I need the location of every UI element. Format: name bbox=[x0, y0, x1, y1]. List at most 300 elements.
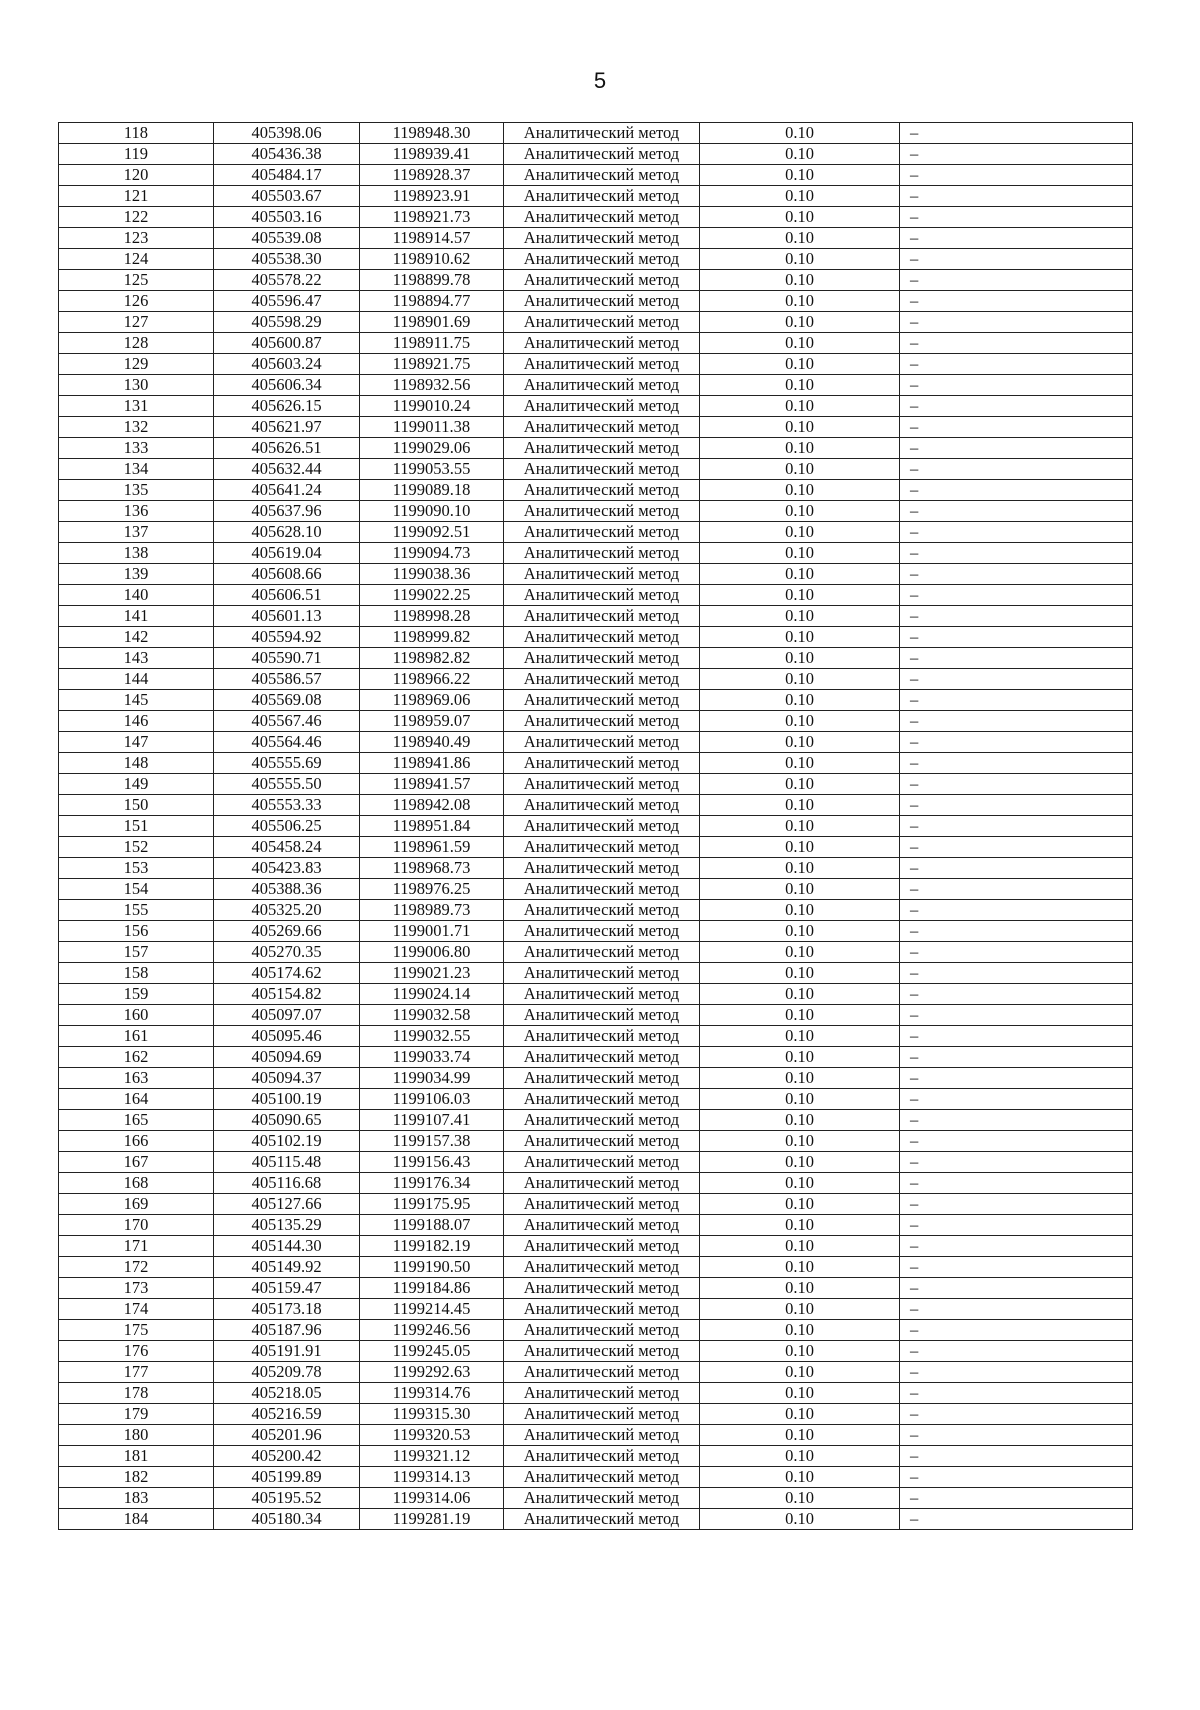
y-coordinate-cell: 1199024.14 bbox=[360, 984, 504, 1005]
accuracy-cell: 0.10 bbox=[700, 1173, 900, 1194]
x-coordinate-cell: 405555.50 bbox=[214, 774, 360, 795]
x-coordinate-cell: 405116.68 bbox=[214, 1173, 360, 1194]
point-number-cell: 151 bbox=[59, 816, 214, 837]
x-coordinate-cell: 405180.34 bbox=[214, 1509, 360, 1530]
accuracy-cell: 0.10 bbox=[700, 438, 900, 459]
table-row bbox=[59, 1383, 1133, 1404]
table-row bbox=[59, 228, 1133, 249]
accuracy-cell: 0.10 bbox=[700, 627, 900, 648]
note-cell: – bbox=[900, 396, 1133, 417]
table-row bbox=[59, 501, 1133, 522]
accuracy-cell: 0.10 bbox=[700, 606, 900, 627]
x-coordinate-cell: 405200.42 bbox=[214, 1446, 360, 1467]
accuracy-cell: 0.10 bbox=[700, 1320, 900, 1341]
table-row bbox=[59, 1005, 1133, 1026]
table-row bbox=[59, 438, 1133, 459]
method-cell: Аналитический метод bbox=[504, 963, 700, 984]
y-coordinate-cell: 1199245.05 bbox=[360, 1341, 504, 1362]
y-coordinate-cell: 1199021.23 bbox=[360, 963, 504, 984]
x-coordinate-cell: 405097.07 bbox=[214, 1005, 360, 1026]
point-number-cell: 164 bbox=[59, 1089, 214, 1110]
accuracy-cell: 0.10 bbox=[700, 585, 900, 606]
y-coordinate-cell: 1199034.99 bbox=[360, 1068, 504, 1089]
table-row bbox=[59, 1488, 1133, 1509]
x-coordinate-cell: 405325.20 bbox=[214, 900, 360, 921]
y-coordinate-cell: 1199011.38 bbox=[360, 417, 504, 438]
note-cell: – bbox=[900, 732, 1133, 753]
note-cell: – bbox=[900, 186, 1133, 207]
accuracy-cell: 0.10 bbox=[700, 795, 900, 816]
y-coordinate-cell: 1199106.03 bbox=[360, 1089, 504, 1110]
point-number-cell: 177 bbox=[59, 1362, 214, 1383]
note-cell: – bbox=[900, 1299, 1133, 1320]
point-number-cell: 163 bbox=[59, 1068, 214, 1089]
x-coordinate-cell: 405154.82 bbox=[214, 984, 360, 1005]
x-coordinate-cell: 405159.47 bbox=[214, 1278, 360, 1299]
note-cell: – bbox=[900, 1320, 1133, 1341]
y-coordinate-cell: 1198910.62 bbox=[360, 249, 504, 270]
page-number: 5 bbox=[593, 68, 607, 93]
accuracy-cell: 0.10 bbox=[700, 1467, 900, 1488]
note-cell: – bbox=[900, 1152, 1133, 1173]
method-cell: Аналитический метод bbox=[504, 165, 700, 186]
point-number-cell: 144 bbox=[59, 669, 214, 690]
point-number-cell: 172 bbox=[59, 1257, 214, 1278]
method-cell: Аналитический метод bbox=[504, 123, 700, 144]
table-row bbox=[59, 165, 1133, 186]
y-coordinate-cell: 1199090.10 bbox=[360, 501, 504, 522]
note-cell: – bbox=[900, 858, 1133, 879]
method-cell: Аналитический метод bbox=[504, 1341, 700, 1362]
method-cell: Аналитический метод bbox=[504, 1089, 700, 1110]
method-cell: Аналитический метод bbox=[504, 837, 700, 858]
x-coordinate-cell: 405135.29 bbox=[214, 1215, 360, 1236]
note-cell: – bbox=[900, 522, 1133, 543]
x-coordinate-cell: 405149.92 bbox=[214, 1257, 360, 1278]
y-coordinate-cell: 1199214.45 bbox=[360, 1299, 504, 1320]
point-number-cell: 132 bbox=[59, 417, 214, 438]
note-cell: – bbox=[900, 900, 1133, 921]
x-coordinate-cell: 405538.30 bbox=[214, 249, 360, 270]
note-cell: – bbox=[900, 648, 1133, 669]
point-number-cell: 130 bbox=[59, 375, 214, 396]
x-coordinate-cell: 405094.37 bbox=[214, 1068, 360, 1089]
accuracy-cell: 0.10 bbox=[700, 837, 900, 858]
x-coordinate-cell: 405388.36 bbox=[214, 879, 360, 900]
note-cell: – bbox=[900, 375, 1133, 396]
table-row bbox=[59, 606, 1133, 627]
point-number-cell: 157 bbox=[59, 942, 214, 963]
x-coordinate-cell: 405555.69 bbox=[214, 753, 360, 774]
x-coordinate-cell: 405586.57 bbox=[214, 669, 360, 690]
point-number-cell: 162 bbox=[59, 1047, 214, 1068]
table-body bbox=[59, 123, 1133, 1530]
x-coordinate-cell: 405127.66 bbox=[214, 1194, 360, 1215]
x-coordinate-cell: 405503.16 bbox=[214, 207, 360, 228]
point-number-cell: 128 bbox=[59, 333, 214, 354]
accuracy-cell: 0.10 bbox=[700, 900, 900, 921]
note-cell: – bbox=[900, 1005, 1133, 1026]
y-coordinate-cell: 1198989.73 bbox=[360, 900, 504, 921]
table-row bbox=[59, 942, 1133, 963]
y-coordinate-cell: 1199320.53 bbox=[360, 1425, 504, 1446]
accuracy-cell: 0.10 bbox=[700, 1215, 900, 1236]
table-row bbox=[59, 879, 1133, 900]
accuracy-cell: 0.10 bbox=[700, 1404, 900, 1425]
note-cell: – bbox=[900, 1509, 1133, 1530]
method-cell: Аналитический метод bbox=[504, 1446, 700, 1467]
accuracy-cell: 0.10 bbox=[700, 417, 900, 438]
y-coordinate-cell: 1199182.19 bbox=[360, 1236, 504, 1257]
accuracy-cell: 0.10 bbox=[700, 1047, 900, 1068]
note-cell: – bbox=[900, 123, 1133, 144]
point-number-cell: 174 bbox=[59, 1299, 214, 1320]
x-coordinate-cell: 405594.92 bbox=[214, 627, 360, 648]
note-cell: – bbox=[900, 606, 1133, 627]
table-row bbox=[59, 480, 1133, 501]
method-cell: Аналитический метод bbox=[504, 144, 700, 165]
table-row bbox=[59, 1341, 1133, 1362]
note-cell: – bbox=[900, 480, 1133, 501]
table-row bbox=[59, 774, 1133, 795]
table-row bbox=[59, 1362, 1133, 1383]
method-cell: Аналитический метод bbox=[504, 333, 700, 354]
y-coordinate-cell: 1199315.30 bbox=[360, 1404, 504, 1425]
accuracy-cell: 0.10 bbox=[700, 732, 900, 753]
point-number-cell: 153 bbox=[59, 858, 214, 879]
x-coordinate-cell: 405506.25 bbox=[214, 816, 360, 837]
point-number-cell: 168 bbox=[59, 1173, 214, 1194]
accuracy-cell: 0.10 bbox=[700, 1299, 900, 1320]
method-cell: Аналитический метод bbox=[504, 1236, 700, 1257]
table-row bbox=[59, 795, 1133, 816]
x-coordinate-cell: 405569.08 bbox=[214, 690, 360, 711]
x-coordinate-cell: 405553.33 bbox=[214, 795, 360, 816]
table-row bbox=[59, 858, 1133, 879]
y-coordinate-cell: 1198961.59 bbox=[360, 837, 504, 858]
x-coordinate-cell: 405423.83 bbox=[214, 858, 360, 879]
accuracy-cell: 0.10 bbox=[700, 480, 900, 501]
y-coordinate-cell: 1199292.63 bbox=[360, 1362, 504, 1383]
accuracy-cell: 0.10 bbox=[700, 879, 900, 900]
table-row bbox=[59, 417, 1133, 438]
note-cell: – bbox=[900, 459, 1133, 480]
table-row bbox=[59, 690, 1133, 711]
point-number-cell: 169 bbox=[59, 1194, 214, 1215]
x-coordinate-cell: 405270.35 bbox=[214, 942, 360, 963]
table-row bbox=[59, 837, 1133, 858]
method-cell: Аналитический метод bbox=[504, 900, 700, 921]
table-row bbox=[59, 921, 1133, 942]
accuracy-cell: 0.10 bbox=[700, 207, 900, 228]
table-row bbox=[59, 354, 1133, 375]
note-cell: – bbox=[900, 711, 1133, 732]
method-cell: Аналитический метод bbox=[504, 396, 700, 417]
note-cell: – bbox=[900, 144, 1133, 165]
table-row bbox=[59, 1320, 1133, 1341]
point-number-cell: 124 bbox=[59, 249, 214, 270]
accuracy-cell: 0.10 bbox=[700, 270, 900, 291]
y-coordinate-cell: 1198899.78 bbox=[360, 270, 504, 291]
method-cell: Аналитический метод bbox=[504, 207, 700, 228]
x-coordinate-cell: 405637.96 bbox=[214, 501, 360, 522]
point-number-cell: 121 bbox=[59, 186, 214, 207]
x-coordinate-cell: 405598.29 bbox=[214, 312, 360, 333]
accuracy-cell: 0.10 bbox=[700, 1131, 900, 1152]
note-cell: – bbox=[900, 1446, 1133, 1467]
accuracy-cell: 0.10 bbox=[700, 1068, 900, 1089]
point-number-cell: 118 bbox=[59, 123, 214, 144]
accuracy-cell: 0.10 bbox=[700, 1362, 900, 1383]
point-number-cell: 133 bbox=[59, 438, 214, 459]
x-coordinate-cell: 405484.17 bbox=[214, 165, 360, 186]
y-coordinate-cell: 1198948.30 bbox=[360, 123, 504, 144]
table-row bbox=[59, 249, 1133, 270]
method-cell: Аналитический метод bbox=[504, 942, 700, 963]
table-row bbox=[59, 753, 1133, 774]
x-coordinate-cell: 405173.18 bbox=[214, 1299, 360, 1320]
x-coordinate-cell: 405201.96 bbox=[214, 1425, 360, 1446]
accuracy-cell: 0.10 bbox=[700, 1152, 900, 1173]
point-number-cell: 180 bbox=[59, 1425, 214, 1446]
x-coordinate-cell: 405095.46 bbox=[214, 1026, 360, 1047]
table-row bbox=[59, 312, 1133, 333]
x-coordinate-cell: 405564.46 bbox=[214, 732, 360, 753]
method-cell: Аналитический метод bbox=[504, 1383, 700, 1404]
y-coordinate-cell: 1198940.49 bbox=[360, 732, 504, 753]
note-cell: – bbox=[900, 438, 1133, 459]
point-number-cell: 127 bbox=[59, 312, 214, 333]
x-coordinate-cell: 405102.19 bbox=[214, 1131, 360, 1152]
note-cell: – bbox=[900, 1278, 1133, 1299]
method-cell: Аналитический метод bbox=[504, 879, 700, 900]
x-coordinate-cell: 405606.51 bbox=[214, 585, 360, 606]
point-number-cell: 126 bbox=[59, 291, 214, 312]
y-coordinate-cell: 1198998.28 bbox=[360, 606, 504, 627]
method-cell: Аналитический метод bbox=[504, 417, 700, 438]
method-cell: Аналитический метод bbox=[504, 984, 700, 1005]
accuracy-cell: 0.10 bbox=[700, 228, 900, 249]
x-coordinate-cell: 405601.13 bbox=[214, 606, 360, 627]
x-coordinate-cell: 405458.24 bbox=[214, 837, 360, 858]
point-number-cell: 170 bbox=[59, 1215, 214, 1236]
accuracy-cell: 0.10 bbox=[700, 942, 900, 963]
table-row bbox=[59, 543, 1133, 564]
y-coordinate-cell: 1199184.86 bbox=[360, 1278, 504, 1299]
method-cell: Аналитический метод bbox=[504, 648, 700, 669]
method-cell: Аналитический метод bbox=[504, 1131, 700, 1152]
table-row bbox=[59, 1110, 1133, 1131]
y-coordinate-cell: 1199188.07 bbox=[360, 1215, 504, 1236]
method-cell: Аналитический метод bbox=[504, 1257, 700, 1278]
point-number-cell: 129 bbox=[59, 354, 214, 375]
y-coordinate-cell: 1198941.86 bbox=[360, 753, 504, 774]
accuracy-cell: 0.10 bbox=[700, 711, 900, 732]
y-coordinate-cell: 1199089.18 bbox=[360, 480, 504, 501]
y-coordinate-cell: 1199006.80 bbox=[360, 942, 504, 963]
y-coordinate-cell: 1199029.06 bbox=[360, 438, 504, 459]
note-cell: – bbox=[900, 1131, 1133, 1152]
point-number-cell: 137 bbox=[59, 522, 214, 543]
y-coordinate-cell: 1198901.69 bbox=[360, 312, 504, 333]
note-cell: – bbox=[900, 1383, 1133, 1404]
accuracy-cell: 0.10 bbox=[700, 858, 900, 879]
note-cell: – bbox=[900, 963, 1133, 984]
note-cell: – bbox=[900, 1362, 1133, 1383]
x-coordinate-cell: 405596.47 bbox=[214, 291, 360, 312]
table-row bbox=[59, 1068, 1133, 1089]
method-cell: Аналитический метод bbox=[504, 1194, 700, 1215]
note-cell: – bbox=[900, 417, 1133, 438]
y-coordinate-cell: 1198951.84 bbox=[360, 816, 504, 837]
table-row bbox=[59, 1404, 1133, 1425]
point-number-cell: 182 bbox=[59, 1467, 214, 1488]
method-cell: Аналитический метод bbox=[504, 1005, 700, 1026]
method-cell: Аналитический метод bbox=[504, 1488, 700, 1509]
table-row bbox=[59, 627, 1133, 648]
accuracy-cell: 0.10 bbox=[700, 1509, 900, 1530]
method-cell: Аналитический метод bbox=[504, 795, 700, 816]
y-coordinate-cell: 1199156.43 bbox=[360, 1152, 504, 1173]
method-cell: Аналитический метод bbox=[504, 312, 700, 333]
x-coordinate-cell: 405606.34 bbox=[214, 375, 360, 396]
x-coordinate-cell: 405621.97 bbox=[214, 417, 360, 438]
accuracy-cell: 0.10 bbox=[700, 501, 900, 522]
y-coordinate-cell: 1198921.73 bbox=[360, 207, 504, 228]
x-coordinate-cell: 405578.22 bbox=[214, 270, 360, 291]
x-coordinate-cell: 405619.04 bbox=[214, 543, 360, 564]
note-cell: – bbox=[900, 627, 1133, 648]
x-coordinate-cell: 405191.91 bbox=[214, 1341, 360, 1362]
table-row bbox=[59, 1047, 1133, 1068]
note-cell: – bbox=[900, 1089, 1133, 1110]
accuracy-cell: 0.10 bbox=[700, 249, 900, 270]
y-coordinate-cell: 1198923.91 bbox=[360, 186, 504, 207]
y-coordinate-cell: 1199094.73 bbox=[360, 543, 504, 564]
y-coordinate-cell: 1198921.75 bbox=[360, 354, 504, 375]
method-cell: Аналитический метод bbox=[504, 291, 700, 312]
table-row bbox=[59, 186, 1133, 207]
method-cell: Аналитический метод bbox=[504, 627, 700, 648]
note-cell: – bbox=[900, 1110, 1133, 1131]
y-coordinate-cell: 1199321.12 bbox=[360, 1446, 504, 1467]
point-number-cell: 167 bbox=[59, 1152, 214, 1173]
note-cell: – bbox=[900, 207, 1133, 228]
note-cell: – bbox=[900, 228, 1133, 249]
method-cell: Аналитический метод bbox=[504, 1509, 700, 1530]
method-cell: Аналитический метод bbox=[504, 606, 700, 627]
y-coordinate-cell: 1199176.34 bbox=[360, 1173, 504, 1194]
method-cell: Аналитический метод bbox=[504, 921, 700, 942]
x-coordinate-cell: 405115.48 bbox=[214, 1152, 360, 1173]
note-cell: – bbox=[900, 774, 1133, 795]
method-cell: Аналитический метод bbox=[504, 774, 700, 795]
x-coordinate-cell: 405632.44 bbox=[214, 459, 360, 480]
note-cell: – bbox=[900, 354, 1133, 375]
point-number-cell: 176 bbox=[59, 1341, 214, 1362]
x-coordinate-cell: 405174.62 bbox=[214, 963, 360, 984]
note-cell: – bbox=[900, 585, 1133, 606]
table-row bbox=[59, 270, 1133, 291]
table-row bbox=[59, 963, 1133, 984]
table-row bbox=[59, 984, 1133, 1005]
accuracy-cell: 0.10 bbox=[700, 921, 900, 942]
method-cell: Аналитический метод bbox=[504, 354, 700, 375]
y-coordinate-cell: 1199314.06 bbox=[360, 1488, 504, 1509]
y-coordinate-cell: 1198914.57 bbox=[360, 228, 504, 249]
table-row bbox=[59, 459, 1133, 480]
y-coordinate-cell: 1198941.57 bbox=[360, 774, 504, 795]
x-coordinate-cell: 405436.38 bbox=[214, 144, 360, 165]
accuracy-cell: 0.10 bbox=[700, 1257, 900, 1278]
method-cell: Аналитический метод bbox=[504, 522, 700, 543]
x-coordinate-cell: 405567.46 bbox=[214, 711, 360, 732]
accuracy-cell: 0.10 bbox=[700, 1488, 900, 1509]
x-coordinate-cell: 405590.71 bbox=[214, 648, 360, 669]
method-cell: Аналитический метод bbox=[504, 1278, 700, 1299]
method-cell: Аналитический метод bbox=[504, 732, 700, 753]
method-cell: Аналитический метод bbox=[504, 249, 700, 270]
y-coordinate-cell: 1199175.95 bbox=[360, 1194, 504, 1215]
accuracy-cell: 0.10 bbox=[700, 963, 900, 984]
point-number-cell: 136 bbox=[59, 501, 214, 522]
y-coordinate-cell: 1198976.25 bbox=[360, 879, 504, 900]
table-row bbox=[59, 1215, 1133, 1236]
point-number-cell: 134 bbox=[59, 459, 214, 480]
accuracy-cell: 0.10 bbox=[700, 1425, 900, 1446]
note-cell: – bbox=[900, 333, 1133, 354]
x-coordinate-cell: 405100.19 bbox=[214, 1089, 360, 1110]
method-cell: Аналитический метод bbox=[504, 1026, 700, 1047]
accuracy-cell: 0.10 bbox=[700, 291, 900, 312]
point-number-cell: 181 bbox=[59, 1446, 214, 1467]
table-row bbox=[59, 564, 1133, 585]
x-coordinate-cell: 405144.30 bbox=[214, 1236, 360, 1257]
table-row bbox=[59, 1089, 1133, 1110]
method-cell: Аналитический метод bbox=[504, 1110, 700, 1131]
method-cell: Аналитический метод bbox=[504, 1068, 700, 1089]
x-coordinate-cell: 405503.67 bbox=[214, 186, 360, 207]
table-row bbox=[59, 1509, 1133, 1530]
method-cell: Аналитический метод bbox=[504, 1299, 700, 1320]
point-number-cell: 143 bbox=[59, 648, 214, 669]
note-cell: – bbox=[900, 1215, 1133, 1236]
y-coordinate-cell: 1198982.82 bbox=[360, 648, 504, 669]
table-row bbox=[59, 711, 1133, 732]
table-row bbox=[59, 1026, 1133, 1047]
table-row bbox=[59, 900, 1133, 921]
table-row bbox=[59, 1152, 1133, 1173]
accuracy-cell: 0.10 bbox=[700, 984, 900, 1005]
method-cell: Аналитический метод bbox=[504, 375, 700, 396]
y-coordinate-cell: 1198966.22 bbox=[360, 669, 504, 690]
note-cell: – bbox=[900, 249, 1133, 270]
point-number-cell: 122 bbox=[59, 207, 214, 228]
note-cell: – bbox=[900, 543, 1133, 564]
method-cell: Аналитический метод bbox=[504, 186, 700, 207]
method-cell: Аналитический метод bbox=[504, 270, 700, 291]
method-cell: Аналитический метод bbox=[504, 816, 700, 837]
note-cell: – bbox=[900, 312, 1133, 333]
table-row bbox=[59, 522, 1133, 543]
y-coordinate-cell: 1198928.37 bbox=[360, 165, 504, 186]
point-number-cell: 142 bbox=[59, 627, 214, 648]
y-coordinate-cell: 1199038.36 bbox=[360, 564, 504, 585]
accuracy-cell: 0.10 bbox=[700, 774, 900, 795]
point-number-cell: 183 bbox=[59, 1488, 214, 1509]
point-number-cell: 159 bbox=[59, 984, 214, 1005]
table-row bbox=[59, 144, 1133, 165]
